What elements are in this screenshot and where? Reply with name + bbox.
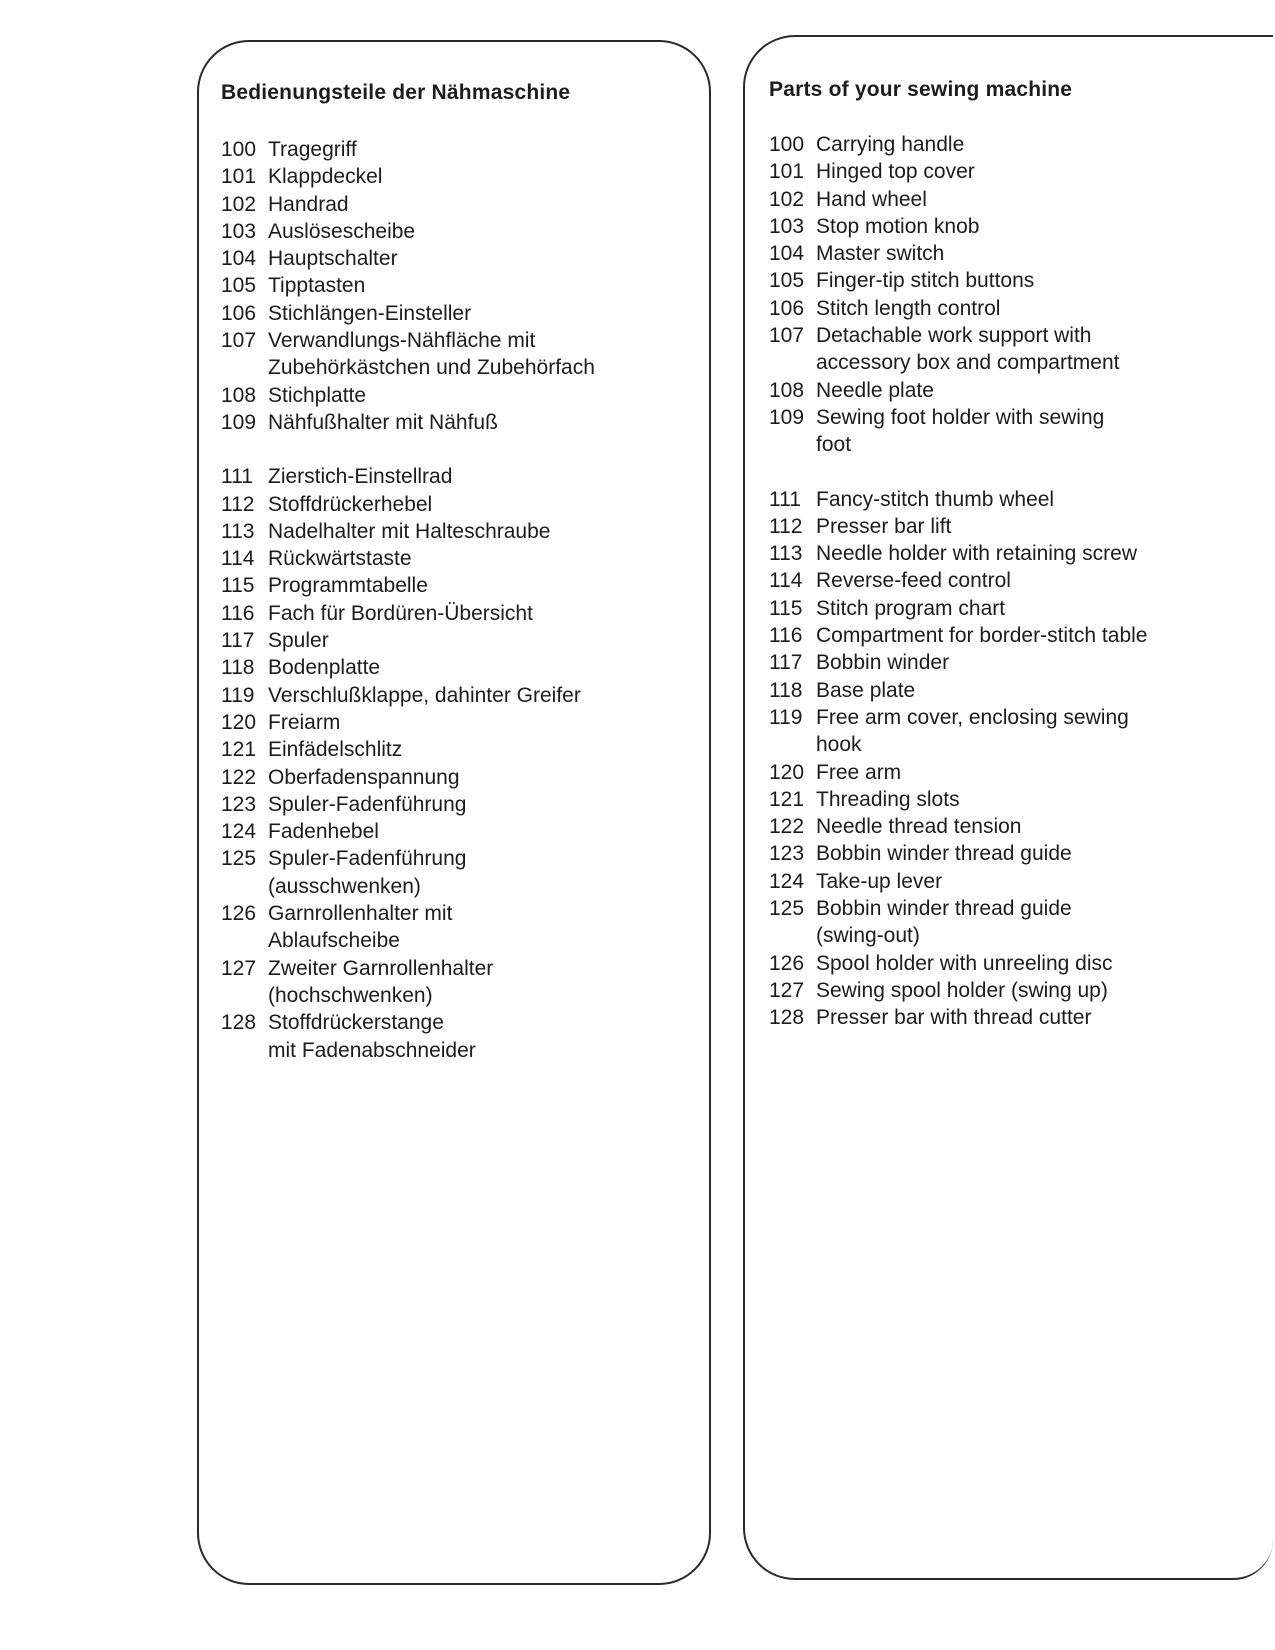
part-list-item <box>221 163 701 190</box>
part-list-item <box>769 240 1249 267</box>
part-label: Hauptschalter <box>268 247 398 271</box>
part-label: Detachable work support with accessory box and compartment <box>816 324 1120 375</box>
part-label: Bobbin winder <box>816 651 950 675</box>
part-label: Handrad <box>268 192 349 216</box>
part-list-item <box>221 218 701 245</box>
part-list-item <box>221 409 701 436</box>
part-number: 116 <box>769 624 803 648</box>
part-label: Stitch program chart <box>816 596 1006 620</box>
part-list-item <box>221 572 701 599</box>
part-label: Needle holder with retaining screw <box>816 542 1137 566</box>
part-list-item <box>769 704 1249 759</box>
part-label: Stoffdrückerhebel <box>268 492 433 516</box>
part-number: 127 <box>221 956 257 980</box>
part-number: 113 <box>221 519 255 543</box>
part-number: 115 <box>769 596 803 620</box>
part-number: 123 <box>221 792 257 816</box>
part-list-item <box>221 1009 701 1064</box>
part-number: 124 <box>769 869 805 893</box>
part-label: Bobbin winder thread guide <box>816 842 1072 866</box>
english-parts-list <box>769 131 1249 1032</box>
part-label: Presser bar lift <box>816 514 952 538</box>
part-list-item <box>769 158 1249 185</box>
part-label: Stop motion knob <box>816 214 980 238</box>
part-list-item <box>769 977 1249 1004</box>
part-number: 105 <box>221 274 257 298</box>
part-number: 119 <box>221 683 255 707</box>
part-list-item <box>221 600 701 627</box>
part-number: 116 <box>221 601 255 625</box>
part-list-item <box>769 404 1249 459</box>
part-number: 121 <box>769 787 805 811</box>
part-label: Freiarm <box>268 710 341 734</box>
part-list-item <box>221 518 701 545</box>
part-list-item <box>221 764 701 791</box>
part-label: Presser bar with thread cutter <box>816 1006 1092 1030</box>
part-list-item <box>221 736 701 763</box>
part-label: Garnrollenhalter mit Ablaufscheibe <box>268 902 453 953</box>
part-label: Stichplatte <box>268 383 367 407</box>
part-list-item <box>769 595 1249 622</box>
part-label: Verschlußklappe, dahinter Greifer <box>268 683 581 707</box>
part-list-item <box>221 709 701 736</box>
part-number: 103 <box>221 219 257 243</box>
part-number: 124 <box>221 820 257 844</box>
part-number: 120 <box>769 760 805 784</box>
part-label: Tragegriff <box>268 138 357 161</box>
part-number: 106 <box>221 301 257 325</box>
part-list-item <box>769 677 1249 704</box>
part-number: 121 <box>221 738 257 762</box>
part-label: Needle thread tension <box>816 815 1022 839</box>
part-label: Stitch length control <box>816 296 1001 320</box>
part-list-item <box>769 759 1249 786</box>
part-number: 108 <box>769 378 805 402</box>
part-list-item <box>769 131 1249 158</box>
part-number: 107 <box>769 324 805 348</box>
part-number: 103 <box>769 214 805 238</box>
part-list-item <box>769 322 1249 377</box>
part-list-item <box>221 245 701 272</box>
part-label: Oberfadenspannung <box>268 765 460 789</box>
part-label: Hand wheel <box>816 187 927 211</box>
part-list-item <box>221 654 701 681</box>
english-parts-panel <box>743 35 1273 1580</box>
part-list-item <box>221 272 701 299</box>
part-label: Fadenhebel <box>268 820 379 844</box>
part-number: 127 <box>769 978 805 1002</box>
part-list-item <box>769 622 1249 649</box>
part-number: 128 <box>221 1011 257 1035</box>
part-list-item <box>221 682 701 709</box>
part-label: Threading slots <box>816 787 960 811</box>
german-parts-panel <box>197 40 711 1585</box>
part-label: Nadelhalter mit Halteschraube <box>268 519 551 543</box>
part-number: 114 <box>769 569 803 593</box>
part-list-item <box>769 649 1249 676</box>
part-number: 107 <box>221 329 257 353</box>
part-number: 120 <box>221 710 257 734</box>
part-number: 125 <box>769 897 805 921</box>
part-list-item <box>769 540 1249 567</box>
part-list-item <box>221 818 701 845</box>
part-list-item <box>221 845 701 900</box>
part-number: 106 <box>769 296 805 320</box>
part-list-item <box>769 213 1249 240</box>
part-number: 117 <box>769 651 803 675</box>
part-list-item <box>769 295 1249 322</box>
part-number: 109 <box>769 405 805 429</box>
part-number: 111 <box>769 487 801 511</box>
part-number: 115 <box>221 574 255 598</box>
part-label: Fach für Bordüren-Übersicht <box>268 601 533 625</box>
part-number: 104 <box>221 247 257 271</box>
part-number: 102 <box>221 192 257 216</box>
part-list-item <box>769 895 1249 950</box>
part-list-item <box>221 463 701 490</box>
part-list-item <box>221 491 701 518</box>
part-label: Free arm cover, enclosing sewing hook <box>816 705 1129 757</box>
part-list-item <box>221 136 701 163</box>
part-number: 111 <box>221 465 253 489</box>
part-list-item <box>769 868 1249 895</box>
part-label: Stichlängen-Einsteller <box>268 301 472 325</box>
part-list-item <box>769 513 1249 540</box>
part-number: 100 <box>769 133 805 156</box>
part-label: Take-up lever <box>816 869 943 893</box>
part-list-item <box>769 486 1249 513</box>
part-number: 102 <box>769 187 805 211</box>
german-panel-title: Bedienungsteile der Nähmaschine <box>221 81 571 104</box>
part-label: Spuler-Fadenführung (ausschwenken) <box>268 847 467 898</box>
part-list-item <box>769 1004 1249 1031</box>
part-list-item <box>769 950 1249 977</box>
part-label: Programmtabelle <box>268 574 428 598</box>
part-number: 118 <box>769 678 803 702</box>
part-number: 117 <box>221 629 255 653</box>
part-label: Hinged top cover <box>816 160 975 184</box>
part-label: Bodenplatte <box>268 656 381 680</box>
part-number: 128 <box>769 1006 805 1030</box>
part-label: Needle plate <box>816 378 934 402</box>
part-number: 100 <box>221 138 257 161</box>
part-label: Auslösescheibe <box>268 219 416 243</box>
part-list-item <box>769 840 1249 867</box>
part-list-item <box>221 191 701 218</box>
part-list-item <box>769 567 1249 594</box>
part-number: 101 <box>221 165 257 189</box>
part-label: Nähfußhalter mit Nähfuß <box>268 410 498 434</box>
part-number: 114 <box>221 547 255 571</box>
german-parts-list <box>221 136 701 1064</box>
part-number: 101 <box>769 160 805 184</box>
part-number: 125 <box>221 847 257 871</box>
part-number: 104 <box>769 242 805 266</box>
part-list-item <box>221 791 701 818</box>
part-label: Master switch <box>816 242 945 266</box>
part-label: Klappdeckel <box>268 165 383 189</box>
part-label: Tipptasten <box>268 274 366 298</box>
part-list-item <box>221 382 701 409</box>
part-label: Stoffdrückerstange mit Fadenabschneider <box>268 1011 476 1062</box>
part-number: 122 <box>769 815 805 839</box>
part-number: 108 <box>221 383 257 407</box>
part-list-item <box>769 377 1249 404</box>
part-label: Finger-tip stitch buttons <box>816 269 1035 293</box>
part-label: Zierstich-Einstellrad <box>268 465 453 489</box>
part-label: Verwandlungs-Nähfläche mit Zubehörkästchen und Zubehörfach <box>268 329 595 380</box>
english-panel-title: Parts of your sewing machine <box>769 78 1073 101</box>
part-list-item <box>769 813 1249 840</box>
part-number: 119 <box>769 705 803 729</box>
part-label: Bobbin winder thread guide (swing-out) <box>816 897 1072 948</box>
part-list-item <box>221 900 701 955</box>
part-list-item <box>221 327 701 382</box>
part-number: 112 <box>769 514 803 538</box>
part-label: Spuler-Fadenführung <box>268 792 467 816</box>
part-label: Zweiter Garnrollenhalter (hochschwenken) <box>268 956 494 1007</box>
part-number: 122 <box>221 765 257 789</box>
part-label: Fancy-stitch thumb wheel <box>816 487 1055 511</box>
part-number: 112 <box>221 492 255 516</box>
part-label: Compartment for border-stitch table <box>816 624 1148 648</box>
part-label: Spuler <box>268 629 329 653</box>
part-number: 109 <box>221 410 257 434</box>
part-label: Base plate <box>816 678 916 702</box>
part-list-item <box>221 545 701 572</box>
part-number: 113 <box>769 542 803 566</box>
part-label: Free arm <box>816 760 902 784</box>
part-number: 126 <box>221 902 257 926</box>
part-list-item <box>769 267 1249 294</box>
part-label: Carrying handle <box>816 133 965 156</box>
part-number: 126 <box>769 951 805 975</box>
part-number: 118 <box>221 656 255 680</box>
part-label: Einfädelschlitz <box>268 738 403 762</box>
part-list-item <box>221 627 701 654</box>
part-label: Sewing foot holder with sewing foot <box>816 405 1105 457</box>
part-label: Reverse-feed control <box>816 569 1011 593</box>
part-list-item <box>221 300 701 327</box>
part-number: 123 <box>769 842 805 866</box>
part-label: Sewing spool holder (swing up) <box>816 978 1108 1002</box>
part-label: Spool holder with unreeling disc <box>816 951 1113 975</box>
part-list-item <box>221 955 701 1010</box>
part-list-item <box>769 786 1249 813</box>
part-label: Rückwärtstaste <box>268 547 412 571</box>
part-list-item <box>769 186 1249 213</box>
part-number: 105 <box>769 269 805 293</box>
